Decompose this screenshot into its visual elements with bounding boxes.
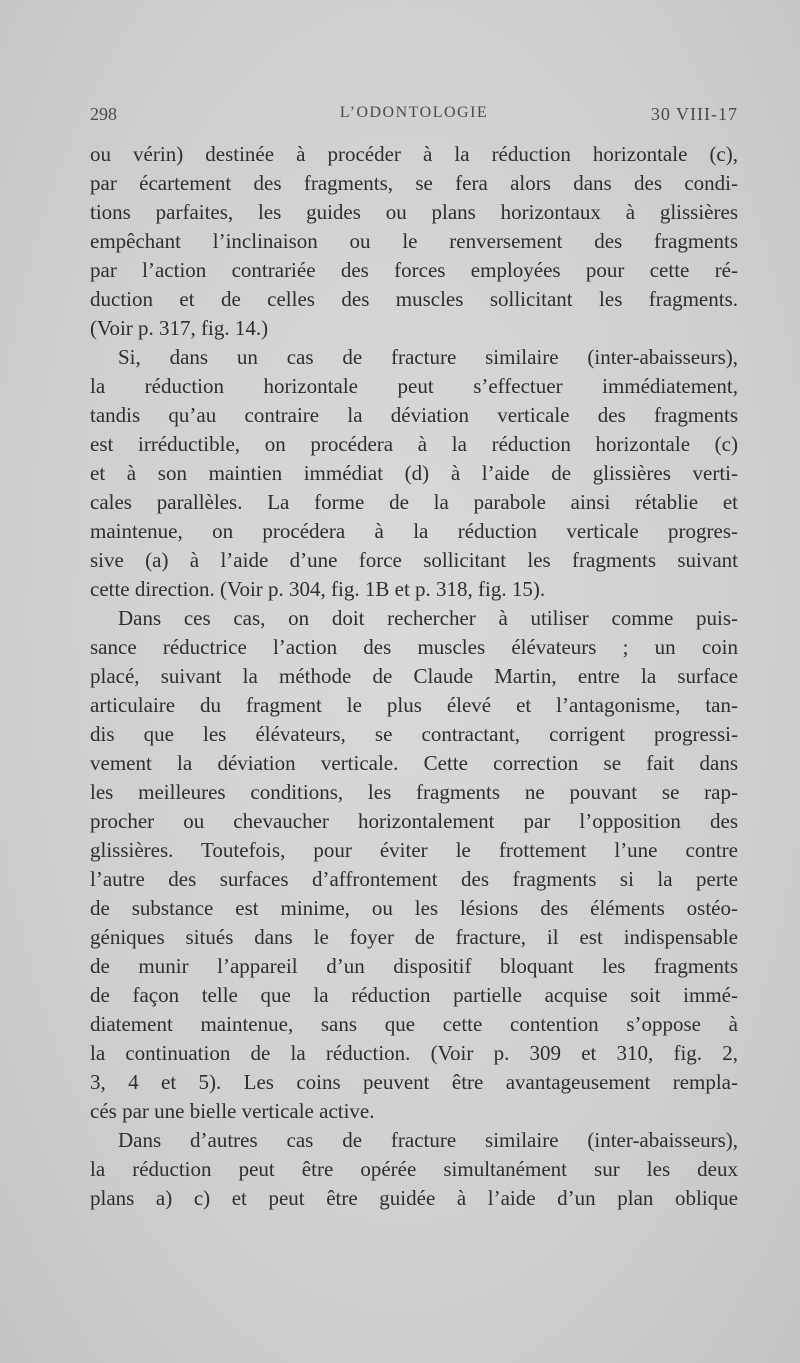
issue-date: 30 VIII-17 xyxy=(650,104,738,124)
text-line: dis que les élévateurs, se contractant, corrigent progressi- xyxy=(90,722,738,746)
page-number: 298 xyxy=(90,104,117,124)
text-line: Si, dans un cas de fracture similaire (inter-abaisseurs), xyxy=(118,345,738,369)
text-line: glissières. Toutefois, pour éviter le frottement l’une contre xyxy=(90,838,738,862)
running-head xyxy=(90,104,738,134)
text-line: diatement maintenue, sans que cette contention s’oppose à xyxy=(90,1012,738,1036)
text-line: (Voir p. 317, fig. 14.) xyxy=(90,316,269,340)
text-line: maintenue, on procédera à la réduction verticale progres- xyxy=(90,519,738,543)
text-line: Dans ces cas, on doit rechercher à utiliser comme puis- xyxy=(118,606,738,630)
text-line: les meilleures conditions, les fragments ne pouvant se rap- xyxy=(90,780,738,804)
text-line: procher ou chevaucher horizontalement par l’opposition des xyxy=(90,809,738,833)
text-line: la réduction peut être opérée simultanément sur les deux xyxy=(90,1157,738,1181)
text-line: plans a) c) et peut être guidée à l’aide d’un plan oblique xyxy=(90,1186,738,1210)
journal-title: L’ODONTOLOGIE xyxy=(339,104,489,121)
text-line: et à son maintien immédiat (d) à l’aide de glissières verti- xyxy=(90,461,738,485)
text-line: cales parallèles. La forme de la parabole ainsi rétablie et xyxy=(90,490,738,514)
text-line: ou vérin) destinée à procéder à la réduction horizontale (c), xyxy=(90,142,738,166)
text-line: duction et de celles des muscles sollicitant les fragments. xyxy=(90,287,738,311)
text-line: la réduction horizontale peut s’effectuer immédiatement, xyxy=(90,374,738,398)
text-line: de façon telle que la réduction partielle acquise soit immé- xyxy=(90,983,738,1007)
text-line: articulaire du fragment le plus élevé et l’antagonisme, tan- xyxy=(90,693,738,717)
text-line: l’autre des surfaces d’affrontement des fragments si la perte xyxy=(90,867,738,891)
text-line: géniques situés dans le foyer de fracture, il est indispensable xyxy=(90,925,738,949)
text-line: Dans d’autres cas de fracture similaire (inter-abaisseurs), xyxy=(118,1128,738,1152)
text-line: la continuation de la réduction. (Voir p. 309 et 310, fig. 2, xyxy=(90,1041,738,1065)
text-line: de munir l’appareil d’un dispositif bloquant les fragments xyxy=(90,954,738,978)
text-line: sive (a) à l’aide d’une force sollicitant les fragments suivant xyxy=(90,548,738,572)
text-line: 3, 4 et 5). Les coins peuvent être avantageusement rempla- xyxy=(90,1070,738,1094)
text-line: de substance est minime, ou les lésions des éléments ostéo- xyxy=(90,896,738,920)
text-line: cette direction. (Voir p. 304, fig. 1B et p. 318, fig. 15). xyxy=(90,577,546,601)
text-line: vement la déviation verticale. Cette correction se fait dans xyxy=(90,751,738,775)
text-line: empêchant l’inclinaison ou le renversement des fragments xyxy=(90,229,738,253)
text-line: tions parfaites, les guides ou plans horizontaux à glissières xyxy=(90,200,738,224)
text-line: par écartement des fragments, se fera alors dans des condi- xyxy=(90,171,738,195)
body-text xyxy=(90,140,738,1213)
text-line: est irréductible, on procédera à la réduction horizontale (c) xyxy=(90,432,738,456)
text-line: sance réductrice l’action des muscles élévateurs ; un coin xyxy=(90,635,738,659)
text-line: placé, suivant la méthode de Claude Martin, entre la surface xyxy=(90,664,738,688)
text-line: cés par une bielle verticale active. xyxy=(90,1099,375,1123)
text-line: tandis qu’au contraire la déviation verticale des fragments xyxy=(90,403,738,427)
text-line: par l’action contrariée des forces employées pour cette ré- xyxy=(90,258,738,282)
